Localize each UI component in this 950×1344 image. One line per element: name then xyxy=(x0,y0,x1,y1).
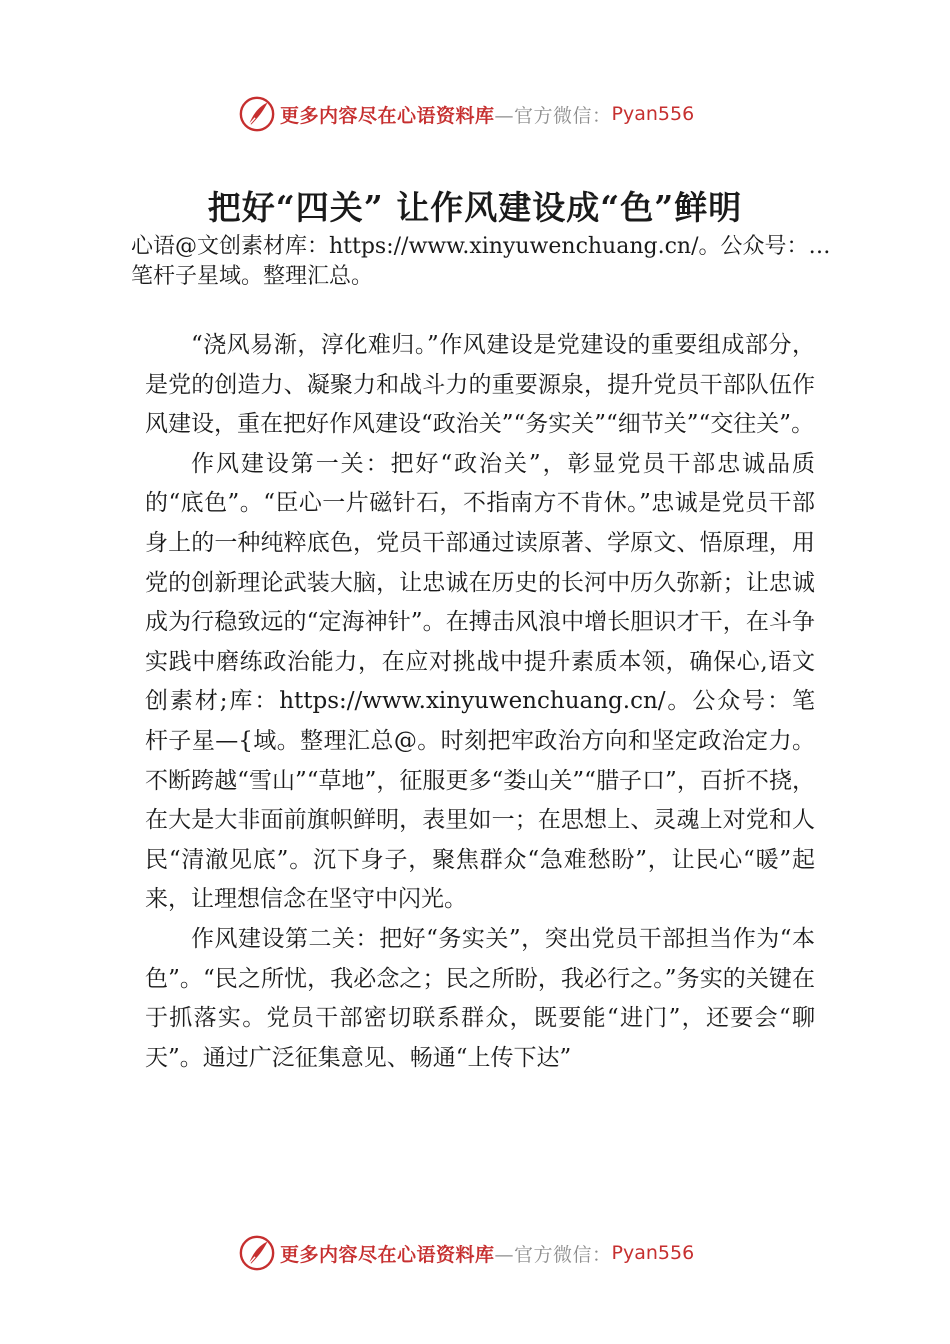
watermark-label-text: —官方微信： xyxy=(494,104,612,127)
paragraph-pragmatic: 作风建设第二关：把好“务实关”，突出党员干部担当作为“本色”。“民之所忧，我必念之；民之所盼，我必行之。”务实的关键在于抓落实。党员干部密切联系群众，既要能“进门”，还要会“聊天”。通过广泛征集意见、畅通“上传下达” xyxy=(145,925,815,1071)
watermark-main-text: 更多内容尽在心语资料库 xyxy=(280,104,495,127)
watermark-wechat-id: Pyan556 xyxy=(611,1242,695,1264)
paragraph-intro: “浇风易渐，淳化难归。”作风建设是党建设的重要组成部分，是党的创造力、凝聚力和战斗力的重要源泉，提升党员干部队伍作风建设，重在把好作风建设“政治关”“务实关”“细节关”“交往关”。 xyxy=(145,332,815,438)
header-watermark xyxy=(238,94,694,134)
paragraph-political: 作风建设第一关：把好“政治关”，彰显党员干部忠诚品质的“底色”。“臣心一片磁针石，不指南方不肯休。”忠诚是党员干部身上的一种纯粹底色，党员干部通过读原著、学原文、悟原理，用党的创新理论武装大脑，让忠诚在历史的长河中历久弥新；让忠诚成为行稳致远的“定海神针”。在搏击风浪中增长胆识才干，在斗争实践中磨练政治能力，在应对挑战中提升素质本领，确保心,语文创素材;库：https://www.xinyuwenchuang.cn/。公众号：笔杆子星—{域。整理汇总@。时刻把牢政治方向和坚定政治定力。不断跨越“雪山”“草地”，征服更多“娄山关”“腊子口”，百折不挠，在大是大非面前旗帜鲜明，表里如一；在思想上、灵魂上对党和人民“清澈见底”。沉下身子，聚焦群众“急难愁盼”，让民心“暖”起来，让理想信念在坚守中闪光。 xyxy=(145,450,815,913)
source-line: 心语@文创素材库：https://www.xinyuwenchuang.cn/。公众号：…笔杆子星域。整理汇总。 xyxy=(131,234,831,289)
document-title: 把好“四关” 让作风建设成“色”鲜明 xyxy=(207,188,743,227)
quill-logo-icon xyxy=(238,95,276,133)
watermark-main-text: 更多内容尽在心语资料库 xyxy=(280,1243,495,1266)
footer-watermark xyxy=(238,1233,694,1273)
quill-logo-icon xyxy=(238,1234,276,1272)
document-body xyxy=(145,326,815,1078)
watermark-wechat-id: Pyan556 xyxy=(611,103,695,125)
watermark-label-text: —官方微信： xyxy=(494,1243,612,1266)
